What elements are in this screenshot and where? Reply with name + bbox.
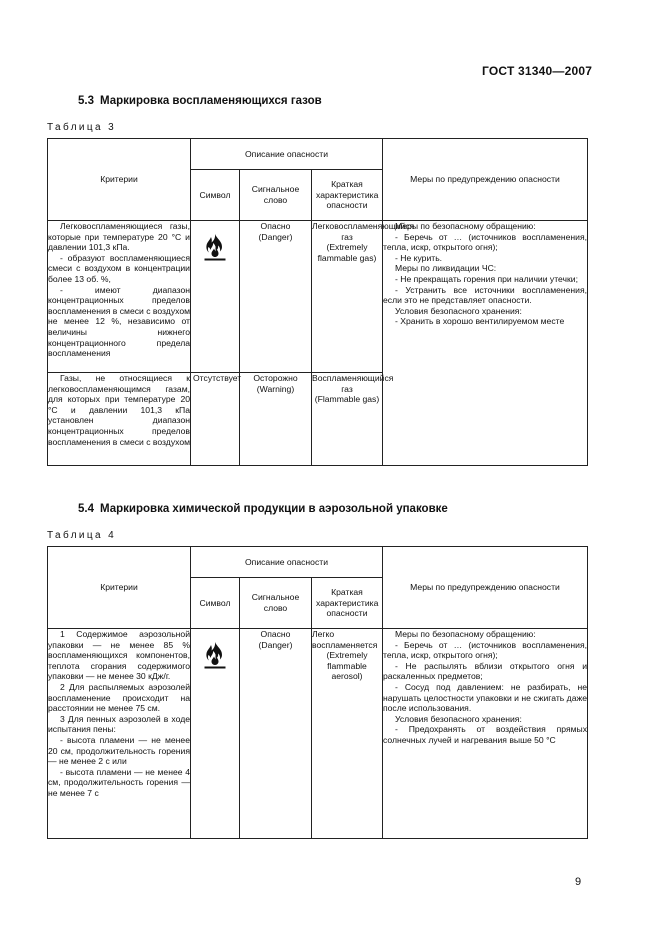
row1-symbol	[191, 221, 240, 373]
section-title-5-3	[78, 95, 322, 107]
section-title-5-4	[78, 503, 448, 515]
header-signal-word: Сигнальное слово	[240, 578, 312, 629]
header-hazard-description: Описание опасности	[191, 547, 383, 578]
section-number: 5.3	[78, 95, 94, 107]
section-title-text: Маркировка химической продукции в аэрозольной упаковке	[100, 503, 448, 515]
table-3-label: Таблица 3	[47, 122, 117, 133]
row2-criteria: Газы, не относящиеся к легковоспламеняющимся газам, для которых при температуре 20 °С и давлении 101,3 кПа установлен диапазон концентрационных пределов воспламенения в смеси с воздухом	[48, 373, 191, 466]
header-measures: Меры по предупреждению опасности	[383, 139, 588, 221]
table-4-label: Таблица 4	[47, 530, 117, 541]
row1-symbol	[191, 629, 240, 839]
flame-icon	[200, 640, 230, 670]
row1-brief: Легко воспламеняется (Extremely flammable aerosol)	[312, 629, 383, 839]
row1-criteria: 1 Содержимое аэрозольной упаковки — не менее 85 % воспламеняющихся компонентов, теплота сгорания содержимого упаковки — не менее 30 кДж/г. 2 Для распыляемых аэрозолей воспламенение происходит на расстоянии не менее 75 см. 3 Для пенных аэрозолей в ходе испытания пены: - высота пламени — не менее 20 см, продолжительность горения — не менее 2 с или - высота пламени — не менее 4 см, продолжительность горения — не менее 7 с	[48, 629, 191, 839]
row1-signal-word: Опасно (Danger)	[240, 221, 312, 373]
row2-signal-word: Осторожно (Warning)	[240, 373, 312, 466]
section-title-text: Маркировка воспламеняющихся газов	[100, 95, 322, 107]
row1-criteria: Легковоспламеняющиеся газы, которые при температуре 20 °С и давлении 101,3 кПа. - образуют воспламеняющиеся смеси с воздухом в концентрации более 13 об. %, - имеют диапазон концентрационных пределов воспламенения в смеси с воздухом не менее 12 %, независимо от величины нижнего концентрационного предела воспламенения	[48, 221, 191, 373]
header-criteria: Критерии	[48, 139, 191, 221]
header-hazard-description: Описание опасности	[191, 139, 383, 170]
row1-brief: Легковоспламеняющийся газ (Extremely flammable gas)	[312, 221, 383, 373]
header-brief: Краткая характеристика опасности	[312, 578, 383, 629]
measures-cell: Меры по безопасному обращению: - Беречь от … (источников воспламенения, тепла, искр, открытого огня); - Не распылять вблизи открытого огня и раскаленных предметов; - Сосуд под давлением: не разбирать, не нарушать целостности упаковки и не сжигать даже после использования. Условия безопасного хранения: - Предохранять от воздействия прямых солнечных лучей и нагревания выше 50 °С	[383, 629, 588, 839]
header-signal-word: Сигнальное слово	[240, 170, 312, 221]
header-measures: Меры по предупреждению опасности	[383, 547, 588, 629]
header-symbol: Символ	[191, 170, 240, 221]
flame-icon	[200, 232, 230, 262]
measures-cell: Меры по безопасному обращению: - Беречь от … (источников воспламенения, тепла, искр, открытого огня); - Не курить. Меры по ликвидации ЧС: - Не прекращать горения при наличии утечки; - Устранить все источники воспламенения, если это не представляет опасности. Условия безопасного хранения: - Хранить в хорошо вентилируемом месте	[383, 221, 588, 466]
header-symbol: Символ	[191, 578, 240, 629]
row2-brief: Воспламеняющийся газ (Flammable gas)	[312, 373, 383, 466]
row1-signal-word: Опасно (Danger)	[240, 629, 312, 839]
header-criteria: Критерии	[48, 547, 191, 629]
page-number: 9	[575, 876, 582, 888]
row2-symbol: Отсутствует	[191, 373, 240, 466]
table-4	[47, 546, 588, 839]
table-3	[47, 138, 588, 466]
section-number: 5.4	[78, 503, 94, 515]
document-code: ГОСТ 31340—2007	[482, 64, 593, 78]
header-brief: Краткая характеристика опасности	[312, 170, 383, 221]
